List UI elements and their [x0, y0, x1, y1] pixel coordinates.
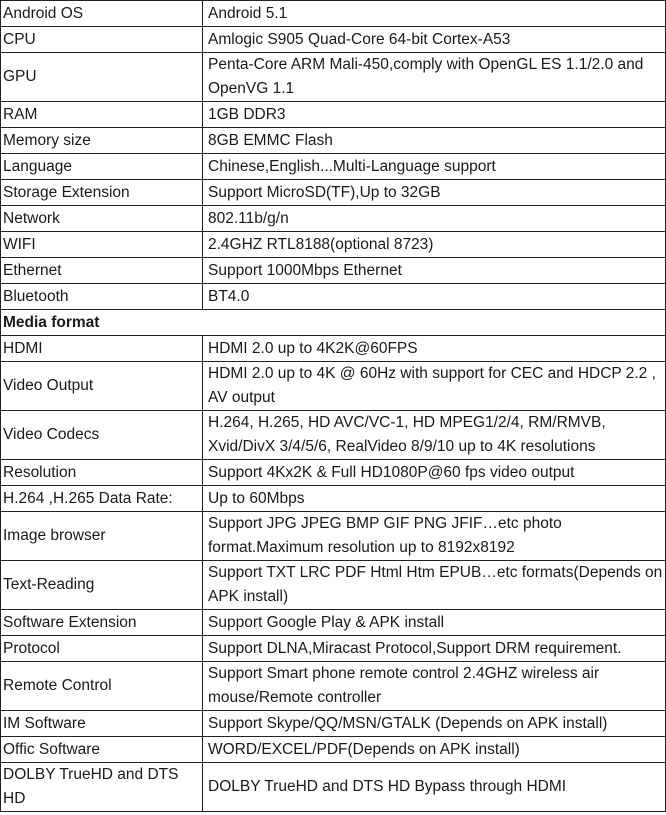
- table-row: [1, 284, 666, 310]
- section-heading: Media format: [1, 310, 666, 336]
- spec-label: RAM: [1, 102, 203, 128]
- spec-value: Android 5.1: [203, 1, 666, 27]
- table-row: [1, 662, 666, 711]
- spec-value: HDMI 2.0 up to 4K2K@60FPS: [203, 336, 666, 362]
- table-row: [1, 206, 666, 232]
- spec-label: DOLBY TrueHD and DTS HD: [1, 763, 203, 812]
- table-row: [1, 232, 666, 258]
- table-row: [1, 180, 666, 206]
- table-row: [1, 636, 666, 662]
- spec-label: Video Output: [1, 362, 203, 411]
- table-row: [1, 154, 666, 180]
- spec-value: Amlogic S905 Quad-Core 64-bit Cortex-A53: [203, 27, 666, 53]
- table-row: [1, 711, 666, 737]
- table-row: [1, 128, 666, 154]
- spec-value: 8GB EMMC Flash: [203, 128, 666, 154]
- spec-value: Support DLNA,Miracast Protocol,Support DRM requirement.: [203, 636, 666, 662]
- spec-value: Support 1000Mbps Ethernet: [203, 258, 666, 284]
- spec-label: HDMI: [1, 336, 203, 362]
- spec-value: Support 4Kx2K & Full HD1080P@60 fps video output: [203, 460, 666, 486]
- table-row: [1, 561, 666, 610]
- spec-label: Storage Extension: [1, 180, 203, 206]
- table-row: [1, 336, 666, 362]
- table-row: [1, 362, 666, 411]
- spec-value: Chinese,English...Multi-Language support: [203, 154, 666, 180]
- spec-label: Bluetooth: [1, 284, 203, 310]
- table-row: [1, 486, 666, 512]
- section-row: [1, 310, 666, 336]
- spec-label: Image browser: [1, 512, 203, 561]
- spec-label: Text-Reading: [1, 561, 203, 610]
- table-row: [1, 411, 666, 460]
- spec-value: Support TXT LRC PDF Html Htm EPUB…etc formats(Depends on APK install): [203, 561, 666, 610]
- spec-label: Video Codecs: [1, 411, 203, 460]
- spec-label: Memory size: [1, 128, 203, 154]
- spec-label: Language: [1, 154, 203, 180]
- table-row: [1, 610, 666, 636]
- table-row: [1, 258, 666, 284]
- spec-value: HDMI 2.0 up to 4K @ 60Hz with support for CEC and HDCP 2.2 , AV output: [203, 362, 666, 411]
- spec-label: Network: [1, 206, 203, 232]
- spec-label: Offic Software: [1, 737, 203, 763]
- spec-value: H.264, H.265, HD AVC/VC-1, HD MPEG1/2/4, RM/RMVB, Xvid/DivX 3/4/5/6, RealVideo 8/9/10 up to 4K resolutions: [203, 411, 666, 460]
- spec-label: WIFI: [1, 232, 203, 258]
- spec-label: IM Software: [1, 711, 203, 737]
- spec-label: Resolution: [1, 460, 203, 486]
- table-row: [1, 27, 666, 53]
- spec-table-body: [1, 1, 666, 812]
- spec-value: Support Skype/QQ/MSN/GTALK (Depends on APK install): [203, 711, 666, 737]
- spec-label: Ethernet: [1, 258, 203, 284]
- spec-value: 1GB DDR3: [203, 102, 666, 128]
- spec-value: Support Smart phone remote control 2.4GHZ wireless air mouse/Remote controller: [203, 662, 666, 711]
- spec-value: DOLBY TrueHD and DTS HD Bypass through HDMI: [203, 763, 666, 812]
- table-row: [1, 460, 666, 486]
- spec-label: H.264 ,H.265 Data Rate:: [1, 486, 203, 512]
- spec-value: Support JPG JPEG BMP GIF PNG JFIF…etc photo format.Maximum resolution up to 8192x8192: [203, 512, 666, 561]
- spec-value: Penta-Core ARM Mali-450,comply with OpenGL ES 1.1/2.0 and OpenVG 1.1: [203, 53, 666, 102]
- table-row: [1, 1, 666, 27]
- table-row: [1, 763, 666, 812]
- spec-value: 2.4GHZ RTL8188(optional 8723): [203, 232, 666, 258]
- spec-value: Support Google Play & APK install: [203, 610, 666, 636]
- spec-value: Up to 60Mbps: [203, 486, 666, 512]
- spec-label: Remote Control: [1, 662, 203, 711]
- spec-value: WORD/EXCEL/PDF(Depends on APK install): [203, 737, 666, 763]
- spec-value: 802.11b/g/n: [203, 206, 666, 232]
- spec-label: Software Extension: [1, 610, 203, 636]
- spec-value: BT4.0: [203, 284, 666, 310]
- spec-value: Support MicroSD(TF),Up to 32GB: [203, 180, 666, 206]
- spec-label: GPU: [1, 53, 203, 102]
- table-row: [1, 53, 666, 102]
- spec-label: CPU: [1, 27, 203, 53]
- table-row: [1, 737, 666, 763]
- table-row: [1, 512, 666, 561]
- spec-label: Protocol: [1, 636, 203, 662]
- spec-label: Android OS: [1, 1, 203, 27]
- table-row: [1, 102, 666, 128]
